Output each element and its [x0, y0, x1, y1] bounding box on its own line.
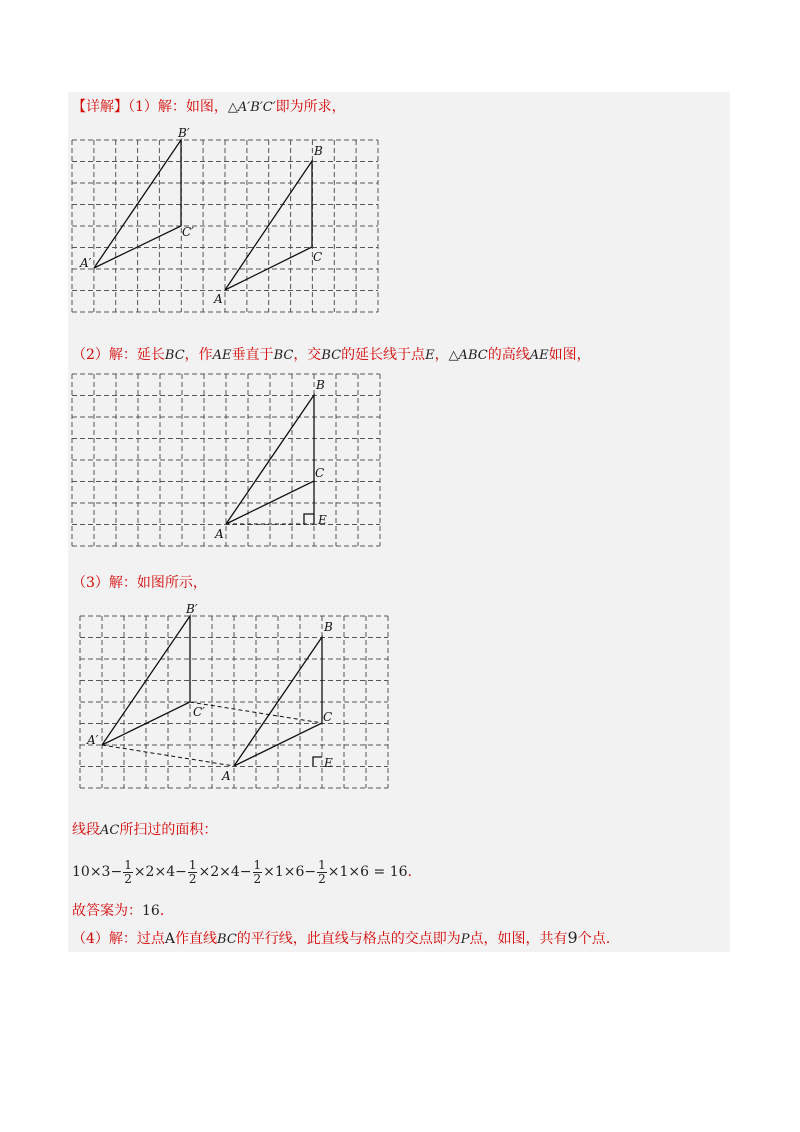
text-segment: 的平行线，此直线与格点的交点即为: [236, 931, 461, 947]
fraction-3: [253, 859, 263, 886]
text-segment: 垂直于: [231, 347, 274, 363]
text-segment: 1: [124, 857, 132, 872]
text-segment: ×1×6 = 16: [327, 864, 408, 880]
label-b-prime: B′: [178, 126, 190, 140]
text-segment: 2: [318, 871, 326, 886]
text-segment: 个点.: [577, 931, 611, 947]
figure-3: [80, 602, 388, 788]
label-c-prime-3: C′: [193, 705, 205, 719]
text-segment: 即为所求，: [275, 99, 346, 115]
label-a-2: A: [215, 527, 224, 541]
text-segment: BC: [273, 348, 294, 363]
text-segment: 2: [124, 871, 132, 886]
text-segment: 的延长线于点: [341, 347, 426, 363]
area-formula: [72, 855, 412, 889]
label-a-prime-3: A′: [87, 733, 99, 747]
text-segment: △A′B′C′: [227, 100, 276, 115]
part3-line: [72, 573, 207, 593]
answer-line: [72, 901, 164, 921]
fraction-4: [317, 859, 327, 886]
right-angle-mark: [304, 514, 314, 524]
text-segment: 点，如图，共有: [469, 931, 568, 947]
text-segment: （3）解：如图所示，: [72, 575, 207, 591]
right-angle-mark-3: [313, 757, 322, 766]
grid-3: [80, 616, 388, 788]
text-segment: （1）解：如图，: [128, 99, 228, 115]
text-segment: BC: [217, 932, 237, 947]
text-segment: .: [159, 903, 165, 919]
text-segment: 线段: [72, 822, 100, 838]
text-segment: 所扫过的面积：: [119, 822, 218, 838]
part1-line: [72, 97, 346, 118]
text-segment: .: [407, 864, 412, 880]
text-segment: AE: [212, 348, 232, 363]
label-c-prime: C′: [182, 225, 194, 239]
figure-1: [72, 126, 378, 312]
text-segment: 如图，: [548, 347, 591, 363]
text-segment: AC: [100, 823, 120, 838]
grid-1: [72, 140, 378, 312]
figure-2: [72, 374, 380, 546]
text-segment: 16: [142, 903, 160, 919]
text-segment: 9: [567, 928, 578, 947]
text-segment: 1: [253, 857, 262, 872]
text-segment: ，: [434, 347, 449, 363]
text-segment: ，作: [184, 347, 213, 363]
label-a-3: A: [222, 769, 231, 783]
text-segment: （2）解：延长: [72, 347, 165, 363]
text-segment: A: [164, 931, 176, 947]
label-e-3: E: [324, 756, 333, 770]
text-segment: P: [460, 932, 470, 947]
text-segment: ×2×4−: [133, 864, 187, 880]
label-c-3: C: [323, 710, 333, 724]
label-b-3: B: [324, 620, 333, 634]
fraction-2: [188, 859, 198, 886]
label-b-2: B: [316, 378, 325, 392]
text-segment: 2: [188, 871, 197, 886]
label-c-2: C: [315, 466, 325, 480]
grid-2: [72, 374, 380, 546]
text-segment: 10×3−: [72, 864, 123, 880]
label-b-prime-3: B′: [186, 602, 198, 616]
text-segment: BC: [321, 348, 342, 363]
text-segment: ×1×6−: [263, 864, 317, 880]
text-segment: （4）解：过点: [72, 931, 165, 947]
text-segment: AE: [529, 348, 549, 363]
label-a: A: [214, 292, 223, 306]
text-segment: △ABC: [448, 348, 488, 363]
text-segment: ，交: [293, 347, 322, 363]
label-c: C: [313, 250, 323, 264]
text-segment: BC: [164, 348, 185, 363]
fraction-1: [123, 859, 133, 886]
text-segment: ×2×4−: [198, 864, 252, 880]
area-heading: [72, 820, 217, 841]
text-segment: 2: [253, 871, 262, 886]
detail-tag: 【详解】: [72, 99, 128, 115]
text-segment: E: [425, 348, 435, 363]
part2-line: [72, 345, 591, 366]
text-segment: 的高线: [487, 347, 530, 363]
part4-line: [72, 928, 610, 950]
label-a-prime: A′: [80, 256, 92, 270]
text-segment: 故答案为：: [72, 903, 142, 919]
label-e-2: E: [318, 513, 327, 527]
text-segment: 作直线: [175, 931, 218, 947]
text-segment: 1: [318, 857, 326, 872]
text-segment: 1: [188, 857, 197, 872]
label-b: B: [314, 144, 323, 158]
